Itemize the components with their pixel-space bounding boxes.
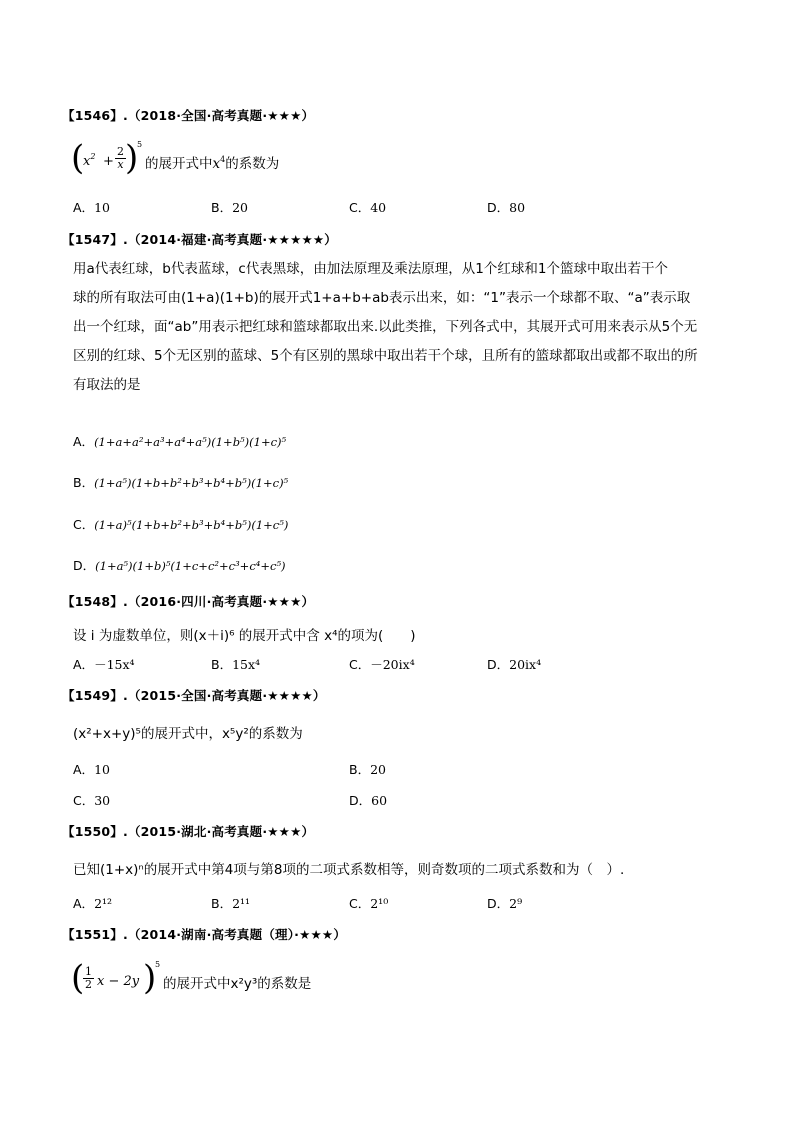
expr-fraction: $\frac{2}{x}$ — [117, 145, 124, 171]
problem-1550-stem: 已知(1+x)ⁿ的展开式中第4项与第8项的二项式系数相等，则奇数项的二项式系数和为（ ）. — [73, 862, 625, 878]
problem-1549-stem: (x²+x+y)⁵的展开式中，x⁵y²的系数为 — [73, 726, 303, 742]
option-d[interactable]: D．(1+a⁵)(1+b)⁵(1+c+c²+c³+c⁴+c⁵) — [73, 558, 286, 573]
problem-1551-header: 【1551】.（2014·湖南·高考真题（理）·★★★） — [62, 927, 347, 942]
right-paren: ) — [143, 958, 157, 998]
problem-1548-stem: 设 i 为虚数单位，则(x＋i)⁶ 的展开式中含 x⁴的项为( ) — [73, 628, 416, 644]
expr-fraction: $\frac{1}{2}$ — [85, 965, 92, 991]
option-d[interactable]: D．80 — [487, 200, 526, 215]
stem-line: 用a代表红球，b代表蓝球，c代表黑球，由加法原理及乘法原理，从1个红球和1个篮球中取出若干个 — [73, 261, 668, 277]
option-a[interactable]: A．10 — [73, 762, 110, 777]
problem-1547-header: 【1547】.（2014·福建·高考真题·★★★★★） — [62, 232, 338, 247]
stem-text: 的展开式中$x^4$的系数为 — [145, 155, 280, 172]
expr-plus: + — [103, 154, 114, 169]
problem-1548-header: 【1548】.（2016·四川·高考真题·★★★） — [62, 594, 315, 609]
option-d[interactable]: D．20ix⁴ — [487, 657, 542, 672]
option-b[interactable]: B．(1+a⁵)(1+b+b²+b³+b⁴+b⁵)(1+c)⁵ — [73, 475, 289, 490]
option-c[interactable]: C．－20ix⁴ — [349, 657, 415, 672]
option-a[interactable]: A．10 — [73, 200, 110, 215]
option-b[interactable]: B．20 — [211, 200, 248, 215]
left-paren: ( — [71, 958, 85, 998]
outer-exponent: 5 — [155, 960, 161, 969]
stem-text: 的展开式中x²y³的系数是 — [163, 976, 312, 992]
stem-line: 球的所有取法可由(1+a)(1+b)的展开式1+a+b+ab表示出来，如：“1”表示一个球都不取、“a”表示取 — [73, 290, 691, 306]
problem-1551-stem — [71, 958, 373, 1002]
stem-line: 出一个红球，面“ab”用表示把红球和篮球都取出来.以此类推，下列各式中，其展开式可用来表示从5个无 — [73, 319, 698, 335]
problem-1549-header: 【1549】.（2015·全国·高考真题·★★★★） — [62, 688, 326, 703]
option-c[interactable]: C．30 — [73, 793, 111, 808]
problem-1550-header: 【1550】.（2015·湖北·高考真题·★★★） — [62, 824, 315, 839]
option-c[interactable]: C．2¹⁰ — [349, 896, 389, 911]
expr-rest: x − 2y — [97, 974, 140, 989]
option-c[interactable]: C．40 — [349, 200, 387, 215]
option-c[interactable]: C．(1+a)⁵(1+b+b²+b³+b⁴+b⁵)(1+c⁵) — [73, 517, 289, 532]
problem-1546-stem — [71, 138, 393, 182]
option-b[interactable]: B．20 — [349, 762, 386, 777]
option-a[interactable]: A．2¹² — [73, 896, 113, 911]
option-a[interactable]: A．－15x⁴ — [73, 657, 135, 672]
option-d[interactable]: D．2⁹ — [487, 896, 523, 911]
problem-1547-stem — [73, 255, 733, 400]
option-b[interactable]: B．15x⁴ — [211, 657, 261, 672]
expr-base: $x^2$ — [83, 152, 96, 169]
stem-line: 区别的红球、5个无区别的蓝球、5个有区别的黑球中取出若干个球，且所有的篮球都取出或都不取出的所 — [73, 348, 698, 364]
problem-1546-header: 【1546】.（2018·全国·高考真题·★★★） — [62, 108, 315, 123]
option-d[interactable]: D．60 — [349, 793, 388, 808]
right-paren: ) — [125, 138, 139, 178]
stem-line: 有取法的是 — [73, 377, 141, 393]
outer-exponent: 5 — [137, 140, 143, 149]
option-a[interactable]: A．(1+a+a²+a³+a⁴+a⁵)(1+b⁵)(1+c)⁵ — [73, 434, 287, 449]
option-b[interactable]: B．2¹¹ — [211, 896, 251, 911]
left-paren: ( — [71, 138, 85, 178]
